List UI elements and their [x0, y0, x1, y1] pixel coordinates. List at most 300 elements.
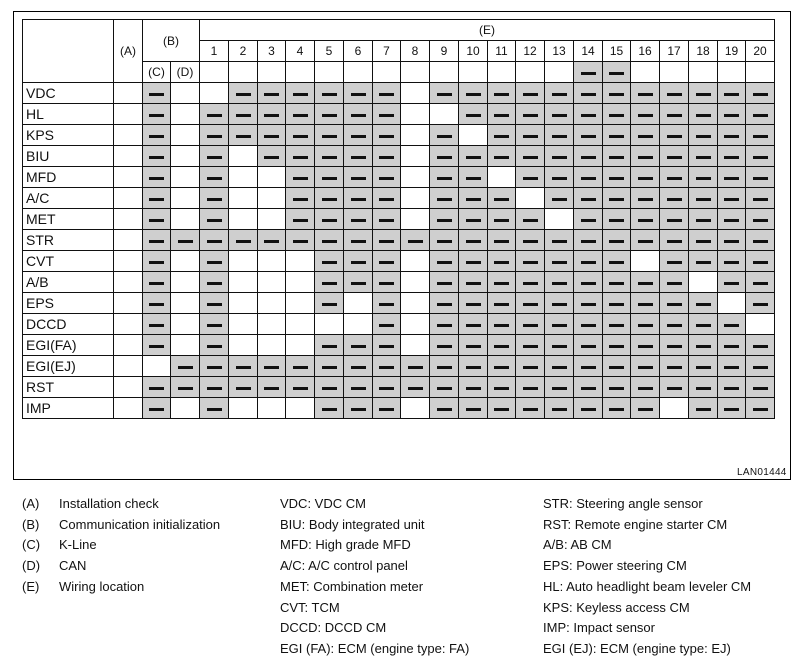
table-row: [23, 398, 775, 419]
cell-location-5: [315, 314, 344, 335]
dash-mark: [609, 177, 624, 180]
dash-mark: [466, 156, 481, 159]
cell-location-18: [689, 188, 718, 209]
cell-location-4: [286, 83, 315, 104]
dash-mark: [753, 198, 768, 201]
dash-mark: [437, 345, 452, 348]
cell-k-line: [143, 146, 171, 167]
cell-location-2: [229, 314, 258, 335]
dash-mark: [293, 198, 308, 201]
dash-mark: [293, 366, 308, 369]
header-location-17: 17: [660, 41, 689, 62]
cell-location-3: [258, 209, 286, 230]
dash-mark: [379, 408, 394, 411]
cell-can: [171, 398, 200, 419]
dash-mark: [523, 345, 538, 348]
cell-location-18: [689, 335, 718, 356]
cell-location-20: [746, 146, 775, 167]
dash-mark: [724, 156, 739, 159]
cell-can: [171, 314, 200, 335]
header-location-2: 2: [229, 41, 258, 62]
cell-location-18: [689, 272, 718, 293]
cell-location-18: [689, 125, 718, 146]
dash-mark: [236, 240, 251, 243]
dash-mark: [351, 366, 366, 369]
cell-location-2: [229, 125, 258, 146]
dash-mark: [207, 219, 222, 222]
dash-mark: [494, 219, 509, 222]
cell-location-15: [603, 230, 631, 251]
unit-name: DCCD: [23, 314, 114, 335]
cell-location-16: [631, 104, 660, 125]
cell-installation-check: [114, 209, 143, 230]
cell-location-5: [315, 272, 344, 293]
unit-name: EGI(EJ): [23, 356, 114, 377]
cell-installation-check: [114, 314, 143, 335]
dash-mark: [149, 114, 164, 117]
cell-location-4: [286, 377, 315, 398]
dash-mark: [437, 261, 452, 264]
cell-location-2: [229, 167, 258, 188]
dash-mark: [322, 345, 337, 348]
cell-can: [171, 146, 200, 167]
table-row: [23, 272, 775, 293]
dash-mark: [379, 303, 394, 306]
cell-location-12: [516, 335, 545, 356]
cell-location-17: [660, 356, 689, 377]
legend-code-item: [22, 515, 220, 536]
cell-installation-check: [114, 398, 143, 419]
header-location-16: 16: [631, 41, 660, 62]
header-location-14: 14: [574, 41, 603, 62]
header-location-mark-18: [689, 62, 718, 83]
cell-location-16: [631, 398, 660, 419]
cell-location-3: [258, 188, 286, 209]
dash-mark: [322, 282, 337, 285]
dash-mark: [437, 240, 452, 243]
dash-mark: [351, 177, 366, 180]
cell-location-1: [200, 104, 229, 125]
cell-location-7: [373, 314, 401, 335]
dash-mark: [437, 156, 452, 159]
cell-location-12: [516, 83, 545, 104]
cell-location-4: [286, 293, 315, 314]
dash-mark: [494, 324, 509, 327]
legend-abbreviations-2: [543, 494, 751, 660]
dash-mark: [351, 135, 366, 138]
cell-location-9: [430, 83, 459, 104]
cell-installation-check: [114, 188, 143, 209]
header-location-mark-8: [401, 62, 430, 83]
cell-location-15: [603, 83, 631, 104]
cell-location-14: [574, 356, 603, 377]
cell-location-7: [373, 377, 401, 398]
cell-location-9: [430, 377, 459, 398]
dash-mark: [322, 387, 337, 390]
dash-mark: [293, 156, 308, 159]
cell-location-1: [200, 335, 229, 356]
header-location-19: 19: [718, 41, 746, 62]
dash-mark: [379, 387, 394, 390]
dash-mark: [753, 345, 768, 348]
dash-mark: [494, 345, 509, 348]
dash-mark: [351, 219, 366, 222]
dash-mark: [667, 387, 682, 390]
cell-location-16: [631, 125, 660, 146]
header-location-mark-6: [344, 62, 373, 83]
header-location-mark-9: [430, 62, 459, 83]
cell-location-6: [344, 83, 373, 104]
dash-mark: [293, 177, 308, 180]
cell-location-13: [545, 335, 574, 356]
cell-location-1: [200, 356, 229, 377]
cell-location-10: [459, 230, 488, 251]
cell-location-1: [200, 125, 229, 146]
unit-name: A/C: [23, 188, 114, 209]
cell-location-1: [200, 251, 229, 272]
cell-location-5: [315, 188, 344, 209]
cell-can: [171, 230, 200, 251]
dash-mark: [696, 177, 711, 180]
cell-location-12: [516, 146, 545, 167]
cell-location-17: [660, 209, 689, 230]
cell-location-10: [459, 209, 488, 230]
cell-location-10: [459, 251, 488, 272]
dash-mark: [351, 408, 366, 411]
dash-mark: [149, 345, 164, 348]
dash-mark: [264, 114, 279, 117]
cell-location-19: [718, 377, 746, 398]
dash-mark: [293, 219, 308, 222]
cell-location-10: [459, 272, 488, 293]
cell-location-4: [286, 104, 315, 125]
cell-location-9: [430, 104, 459, 125]
dash-mark: [638, 408, 653, 411]
cell-location-1: [200, 272, 229, 293]
dash-mark: [581, 198, 596, 201]
dash-mark: [667, 156, 682, 159]
cell-location-6: [344, 125, 373, 146]
dash-mark: [753, 303, 768, 306]
dash-mark: [178, 240, 193, 243]
cell-can: [171, 272, 200, 293]
cell-location-6: [344, 104, 373, 125]
header-location-mark-13: [545, 62, 574, 83]
cell-location-11: [488, 188, 516, 209]
cell-location-10: [459, 83, 488, 104]
cell-installation-check: [114, 251, 143, 272]
dash-mark: [753, 114, 768, 117]
table-row: [23, 83, 775, 104]
cell-location-9: [430, 125, 459, 146]
dash-mark: [494, 387, 509, 390]
cell-location-19: [718, 398, 746, 419]
cell-location-14: [574, 314, 603, 335]
dash-mark: [753, 387, 768, 390]
cell-location-8: [401, 356, 430, 377]
dash-mark: [696, 198, 711, 201]
cell-location-5: [315, 377, 344, 398]
dash-mark: [466, 261, 481, 264]
cell-location-19: [718, 83, 746, 104]
header-location-1: 1: [200, 41, 229, 62]
cell-location-6: [344, 146, 373, 167]
cell-location-19: [718, 146, 746, 167]
cell-location-15: [603, 335, 631, 356]
header-location-6: 6: [344, 41, 373, 62]
cell-location-20: [746, 356, 775, 377]
dash-mark: [437, 177, 452, 180]
dash-mark: [236, 93, 251, 96]
cell-can: [171, 125, 200, 146]
dash-mark: [667, 135, 682, 138]
cell-location-11: [488, 377, 516, 398]
dash-mark: [552, 261, 567, 264]
header-location-mark-19: [718, 62, 746, 83]
cell-location-4: [286, 335, 315, 356]
dash-mark: [523, 303, 538, 306]
dash-mark: [379, 324, 394, 327]
cell-installation-check: [114, 146, 143, 167]
cell-location-16: [631, 356, 660, 377]
cell-location-11: [488, 230, 516, 251]
cell-location-19: [718, 230, 746, 251]
dash-mark: [351, 240, 366, 243]
cell-location-11: [488, 146, 516, 167]
legend-abbreviation: KPS: Keyless access CM: [543, 599, 690, 615]
dash-mark: [753, 240, 768, 243]
dash-mark: [753, 219, 768, 222]
cell-can: [171, 83, 200, 104]
cell-can: [171, 251, 200, 272]
cell-location-9: [430, 272, 459, 293]
cell-location-8: [401, 167, 430, 188]
dash-mark: [264, 135, 279, 138]
cell-location-19: [718, 335, 746, 356]
cell-location-20: [746, 251, 775, 272]
cell-location-19: [718, 125, 746, 146]
dash-mark: [609, 366, 624, 369]
cell-location-18: [689, 377, 718, 398]
dash-mark: [638, 114, 653, 117]
cell-location-4: [286, 146, 315, 167]
header-location-mark-14: [574, 62, 603, 83]
dash-mark: [466, 324, 481, 327]
cell-location-6: [344, 209, 373, 230]
legend-codes: [22, 494, 220, 598]
cell-location-9: [430, 398, 459, 419]
cell-location-2: [229, 272, 258, 293]
dash-mark: [638, 135, 653, 138]
header-location-7: 7: [373, 41, 401, 62]
dash-mark: [696, 135, 711, 138]
cell-location-8: [401, 335, 430, 356]
cell-k-line: [143, 188, 171, 209]
cell-location-1: [200, 209, 229, 230]
dash-mark: [494, 303, 509, 306]
cell-can: [171, 335, 200, 356]
cell-location-1: [200, 146, 229, 167]
dash-mark: [753, 135, 768, 138]
legend-abbreviation: STR: Steering angle sensor: [543, 496, 703, 511]
cell-location-11: [488, 83, 516, 104]
cell-location-13: [545, 230, 574, 251]
dash-mark: [351, 114, 366, 117]
cell-location-18: [689, 146, 718, 167]
dash-mark: [523, 282, 538, 285]
cell-location-16: [631, 314, 660, 335]
cell-k-line: [143, 104, 171, 125]
dash-mark: [724, 324, 739, 327]
dash-mark: [149, 93, 164, 96]
cell-location-2: [229, 104, 258, 125]
dash-mark: [753, 282, 768, 285]
cell-location-20: [746, 209, 775, 230]
dash-mark: [494, 135, 509, 138]
cell-location-16: [631, 188, 660, 209]
cell-location-4: [286, 188, 315, 209]
dash-mark: [466, 282, 481, 285]
header-location-10: 10: [459, 41, 488, 62]
dash-mark: [494, 240, 509, 243]
dash-mark: [236, 366, 251, 369]
cell-location-15: [603, 377, 631, 398]
legend-abbreviation: RST: Remote engine starter CM: [543, 516, 728, 532]
dash-mark: [638, 198, 653, 201]
cell-location-14: [574, 377, 603, 398]
dash-mark: [351, 282, 366, 285]
unit-name: BIU: [23, 146, 114, 167]
cell-location-8: [401, 293, 430, 314]
cell-installation-check: [114, 83, 143, 104]
unit-name: MFD: [23, 167, 114, 188]
dash-mark: [581, 240, 596, 243]
cell-location-13: [545, 293, 574, 314]
cell-location-8: [401, 377, 430, 398]
cell-location-5: [315, 167, 344, 188]
table-row: [23, 335, 775, 356]
dash-mark: [609, 93, 624, 96]
unit-name: EPS: [23, 293, 114, 314]
dash-mark: [724, 240, 739, 243]
header-installation-check: (A): [114, 20, 143, 83]
cell-location-7: [373, 335, 401, 356]
cell-location-14: [574, 335, 603, 356]
cell-location-20: [746, 83, 775, 104]
cell-location-8: [401, 251, 430, 272]
legend-abbreviation: EGI (EJ): ECM (engine type: EJ): [543, 640, 731, 656]
cell-location-13: [545, 272, 574, 293]
cell-location-7: [373, 125, 401, 146]
cell-location-19: [718, 209, 746, 230]
cell-location-7: [373, 272, 401, 293]
cell-location-18: [689, 314, 718, 335]
dash-mark: [638, 156, 653, 159]
cell-location-14: [574, 209, 603, 230]
cell-can: [171, 188, 200, 209]
dash-mark: [264, 156, 279, 159]
cell-location-4: [286, 209, 315, 230]
cell-location-11: [488, 398, 516, 419]
dash-mark: [696, 156, 711, 159]
header-location-15: 15: [603, 41, 631, 62]
dash-mark: [207, 156, 222, 159]
cell-location-10: [459, 167, 488, 188]
header-location-mark-4: [286, 62, 315, 83]
cell-location-11: [488, 125, 516, 146]
header-location-20: 20: [746, 41, 775, 62]
dash-mark: [609, 261, 624, 264]
cell-location-4: [286, 272, 315, 293]
cell-can: [171, 104, 200, 125]
dash-mark: [437, 303, 452, 306]
dash-mark: [609, 72, 624, 75]
cell-location-11: [488, 293, 516, 314]
header-location-3: 3: [258, 41, 286, 62]
cell-location-5: [315, 335, 344, 356]
dash-mark: [322, 114, 337, 117]
cell-location-20: [746, 188, 775, 209]
dash-mark: [236, 114, 251, 117]
legend-abbreviation: IMP: Impact sensor: [543, 620, 655, 636]
cell-location-15: [603, 272, 631, 293]
cell-location-20: [746, 272, 775, 293]
cell-location-10: [459, 125, 488, 146]
cell-location-17: [660, 335, 689, 356]
dash-mark: [149, 177, 164, 180]
dash-mark: [552, 324, 567, 327]
legend-code-item: [22, 535, 220, 556]
cell-location-11: [488, 335, 516, 356]
dash-mark: [696, 303, 711, 306]
legend-key: (C): [22, 537, 41, 553]
cell-location-7: [373, 104, 401, 125]
dash-mark: [667, 93, 682, 96]
cell-can: [171, 356, 200, 377]
dash-mark: [638, 345, 653, 348]
header-k-line: (C): [143, 62, 171, 83]
dash-mark: [351, 345, 366, 348]
table-row: [23, 230, 775, 251]
cell-location-16: [631, 209, 660, 230]
cell-location-20: [746, 167, 775, 188]
cell-location-9: [430, 146, 459, 167]
dash-mark: [609, 324, 624, 327]
dash-mark: [552, 177, 567, 180]
cell-location-13: [545, 125, 574, 146]
cell-location-13: [545, 398, 574, 419]
cell-k-line: [143, 167, 171, 188]
header-location-mark-7: [373, 62, 401, 83]
cell-location-20: [746, 125, 775, 146]
cell-location-20: [746, 377, 775, 398]
header-location-mark-10: [459, 62, 488, 83]
cell-installation-check: [114, 230, 143, 251]
cell-location-6: [344, 335, 373, 356]
dash-mark: [466, 177, 481, 180]
unit-name: VDC: [23, 83, 114, 104]
dash-mark: [667, 114, 682, 117]
unit-name: KPS: [23, 125, 114, 146]
legend-abbreviation: EPS: Power steering CM: [543, 558, 687, 574]
cell-location-3: [258, 398, 286, 419]
dash-mark: [207, 135, 222, 138]
cell-location-14: [574, 167, 603, 188]
cell-location-14: [574, 398, 603, 419]
legend-abbreviation: CVT: TCM: [280, 599, 340, 615]
dash-mark: [494, 366, 509, 369]
cell-location-11: [488, 356, 516, 377]
